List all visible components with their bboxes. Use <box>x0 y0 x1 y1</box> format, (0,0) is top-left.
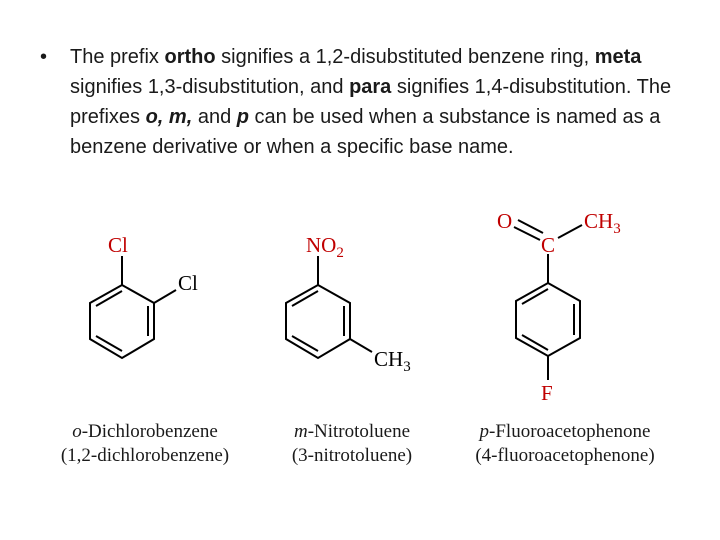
acetyl-methyl-subscript: 3 <box>613 221 621 237</box>
benzene-ring <box>516 283 580 356</box>
term-para: para <box>349 76 392 98</box>
nitro-text: NO <box>306 233 337 257</box>
bullet-text <box>70 42 690 162</box>
text-part: signifies a 1,2-disubstituted benzene ring, <box>215 46 595 68</box>
caption-ortho <box>40 420 250 468</box>
name: -Nitrotoluene <box>307 421 411 442</box>
common-name <box>40 420 250 444</box>
double-bond <box>292 336 318 351</box>
term-meta: meta <box>594 46 642 68</box>
benzene-ring <box>90 285 154 358</box>
common-name <box>262 420 442 444</box>
text-part: signifies 1,4-disubstitution. The prefixes <box>70 76 672 128</box>
chlorine-label: Cl <box>108 233 128 257</box>
iupac-name: (3-nitrotoluene) <box>291 445 413 466</box>
structures-figure <box>0 200 720 410</box>
bond <box>558 225 582 238</box>
prefix: p <box>479 421 490 442</box>
text-part: signifies 1,3-disubstitution, and <box>70 76 350 98</box>
nitro-subscript: 2 <box>336 245 344 261</box>
caption-meta <box>262 420 442 468</box>
acetyl-methyl-label <box>584 209 621 237</box>
caption-para <box>450 420 680 468</box>
text-part: can be used when a substance is named as a benzene derivative or when a specific base name. <box>70 106 661 158</box>
term-prefixes: o, m, <box>145 106 193 128</box>
iupac-name: (1,2-dichlorobenzene) <box>60 445 230 466</box>
name: -Dichlorobenzene <box>81 421 218 442</box>
oxygen-label: O <box>497 209 513 233</box>
iupac-name: (4-fluoroacetophenone) <box>475 445 655 466</box>
acetyl-methyl-text: CH <box>584 209 614 233</box>
methyl-label <box>374 347 411 375</box>
name: -Fluoroacetophenone <box>489 421 651 442</box>
double-bond <box>96 336 122 351</box>
chlorine-label: Cl <box>178 271 198 295</box>
carbonyl-carbon-label: C <box>541 233 556 257</box>
term-p: p <box>236 106 249 128</box>
meta-structure <box>286 256 372 358</box>
text-part: The prefix <box>70 46 165 68</box>
prefix: m <box>293 421 308 442</box>
ortho-structure <box>90 256 176 358</box>
nitro-label <box>306 233 344 261</box>
prefix: o <box>72 421 82 442</box>
common-name <box>450 420 680 444</box>
bullet-point <box>40 42 690 162</box>
text-part: and <box>192 106 237 128</box>
methyl-subscript: 3 <box>403 359 411 375</box>
fluorine-label: F <box>541 381 553 405</box>
benzene-ring <box>286 285 350 358</box>
bullet-dot: • <box>40 46 48 68</box>
methyl-text: CH <box>374 347 404 371</box>
term-ortho: ortho <box>164 46 216 68</box>
bond <box>154 290 176 303</box>
bond <box>350 339 372 352</box>
